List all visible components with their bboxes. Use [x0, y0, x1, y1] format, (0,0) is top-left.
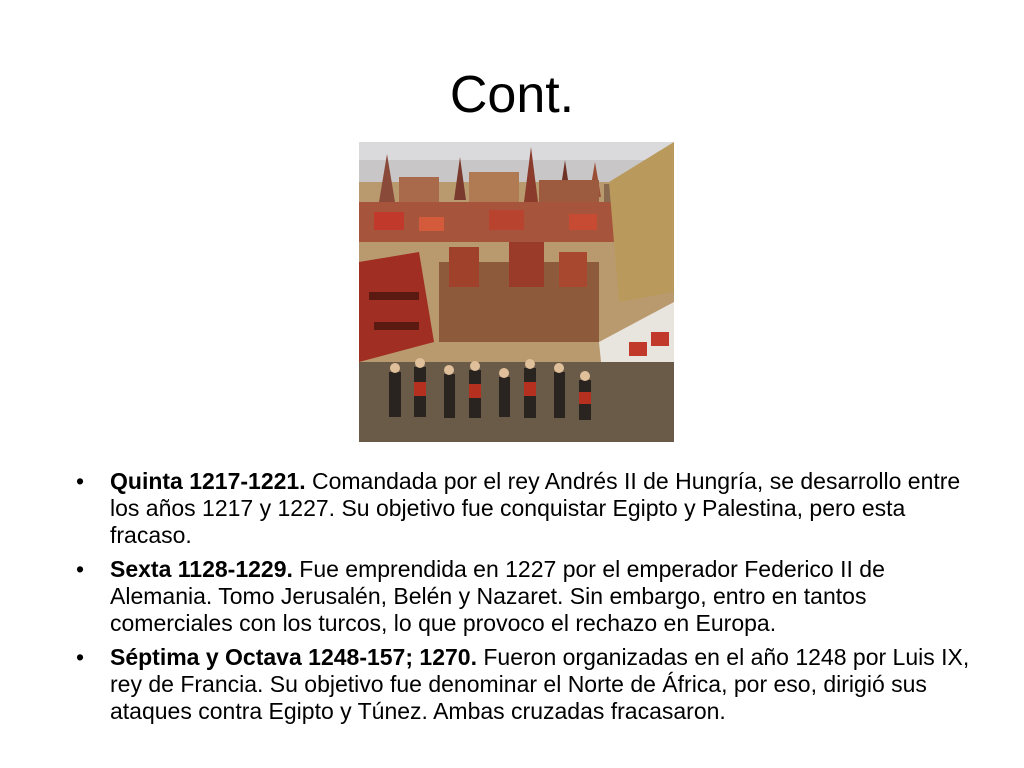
bullet-heading: Sexta 1128-1229.	[110, 556, 300, 582]
siege-painting-image	[359, 142, 674, 442]
list-item	[76, 556, 991, 637]
bullet-heading: Quinta 1217-1221.	[110, 468, 312, 494]
bullet-marker: •	[76, 556, 85, 582]
bullet-text: Comandada por el rey Andrés II de Hungría, se desarrollo entre los años 1217 y 1227. Su objetivo fue conquistar Egipto y Palestina, pero esta fracaso.	[110, 468, 961, 548]
slide-title: Cont.	[449, 66, 575, 124]
medieval-siege-painting-icon	[359, 142, 674, 442]
bullet-marker: •	[76, 468, 85, 494]
list-item	[76, 644, 991, 725]
crusades-bullet-list	[76, 468, 991, 732]
bullet-heading: Séptima y Octava 1248-157; 1270.	[110, 644, 484, 670]
list-item	[76, 468, 991, 549]
bullet-text: Fueron organizadas en el año 1248 por Luis IX, rey de Francia. Su objetivo fue denominar el Norte de África, por eso, dirigió sus ataques contra Egipto y Túnez. Ambas cruzadas fracasaron.	[110, 644, 970, 724]
bullet-text: Fue emprendida en 1227 por el emperador Federico II de Alemania. Tomo Jerusalén, Belén y Nazaret. Sin embargo, entro en tantos comerciales con los turcos, lo que provoco el rechazo en Europa.	[110, 556, 885, 636]
bullet-marker: •	[76, 644, 85, 670]
